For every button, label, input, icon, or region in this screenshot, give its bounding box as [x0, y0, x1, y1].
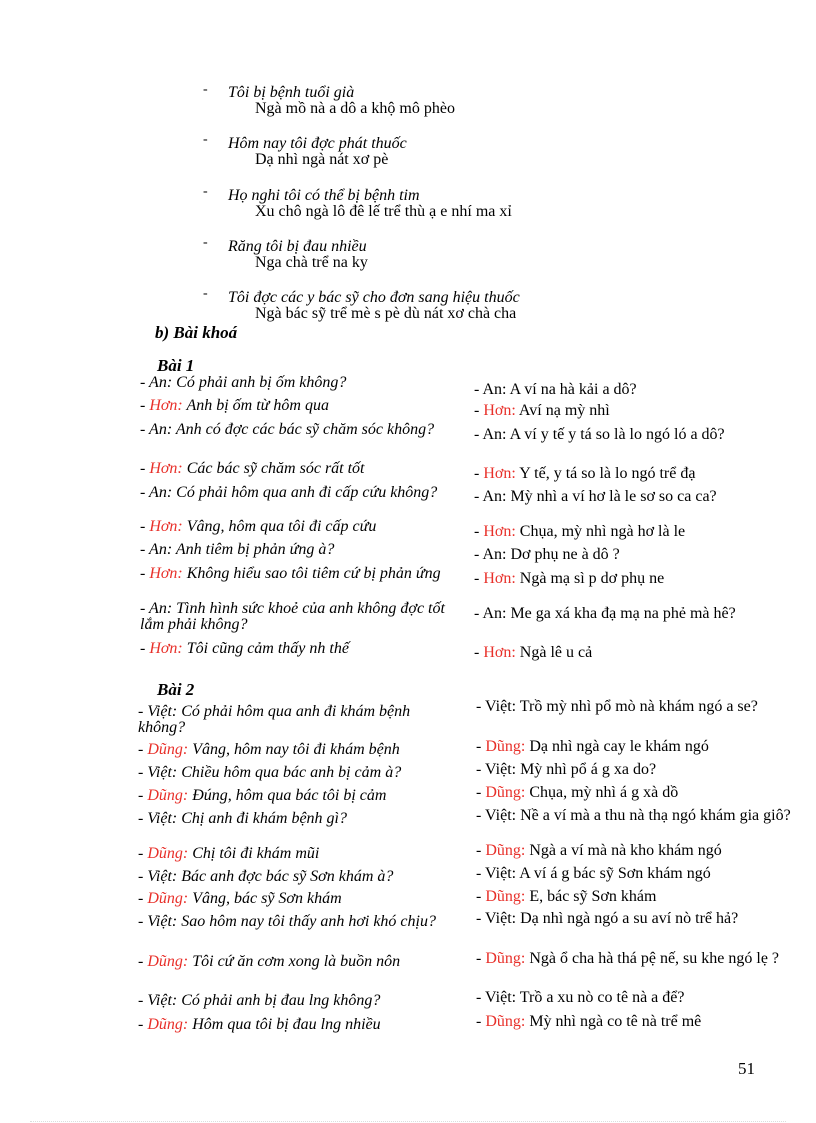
speaker-name: Việt: [147, 764, 178, 781]
speaker-name: Dũng: [147, 953, 189, 970]
dialogue-line: - Hơn: Không hiểu sao tôi tiêm cứ bị phản ứng [140, 565, 441, 582]
dialogue-line: - Dũng: Dạ nhì ngà cay le khám ngó [476, 738, 709, 755]
speaker-name: An: [149, 421, 173, 438]
dialogue-line: - Việt: Chiều hôm qua bác anh bị cảm à? [138, 764, 402, 781]
speaker-name: Hơn: [149, 640, 183, 657]
dialogue-line: - Việt: Bác anh đợc bác sỹ Sơn khám à? [138, 868, 394, 885]
vocab-translation: Ngà bác sỹ trể mè s pè dù nát xơ chà cha [255, 305, 517, 322]
dialogue-line: - Hơn: Ngà lê u cả [474, 644, 593, 661]
dialogue-line: - An: Mỳ nhì a ví hơ là le sơ so ca ca? [474, 488, 717, 505]
dialogue-line: - Hơn: Chụa, mỳ nhì ngà hơ là le [474, 523, 686, 540]
bullet-dash: - [203, 184, 208, 199]
section-heading: b) Bài khoá [155, 323, 238, 342]
speaker-name: Dũng: [485, 842, 526, 859]
dialogue-line: - Dũng: Ngà ổ cha hà thá pệ nế, su khe ngó lẹ ? [476, 950, 780, 967]
dialogue-line: - Dũng: E, bác sỹ Sơn khám [476, 888, 657, 905]
dialogue-line: - An: Me ga xá kha đạ mạ na phẻ mà hê? [474, 605, 736, 622]
dialogue-line: - Hơn: Y tế, y tá so là lo ngó trể đạ [474, 465, 696, 482]
dialogue-line: - Hơn: Vâng, hôm qua tôi đi cấp cứu [140, 518, 377, 535]
bullet-dash: - [203, 286, 208, 301]
dialogue-line: - Dũng: Chụa, mỳ nhì á g xà dồ [476, 784, 679, 801]
speaker-name: Dũng: [485, 738, 526, 755]
lesson-title: Bài 2 [157, 680, 195, 699]
vocab-vietnamese: Răng tôi bị đau nhiều [228, 238, 367, 255]
dialogue-line: - Dũng: Hôm qua tôi bị đau lng nhiều [138, 1016, 381, 1033]
speaker-name: Dũng: [147, 741, 189, 758]
speaker-name: An: [149, 374, 173, 391]
dialogue-line: - Việt: A ví á g bác sỹ Sơn khám ngó [476, 865, 711, 882]
speaker-name: Việt: [147, 992, 178, 1009]
speaker-name: An: [482, 426, 507, 443]
speaker-name: An: [149, 484, 173, 501]
vocab-translation: Dạ nhì ngà nát xơ pè [255, 151, 389, 168]
page-number: 51 [738, 1059, 755, 1078]
speaker-name: Hơn: [149, 397, 183, 414]
dialogue-line: - An: Dơ phụ ne à dô ? [474, 546, 620, 563]
dialogue-line: - An: Có phải hôm qua anh đi cấp cứu không? [140, 484, 438, 501]
speaker-name: Dũng: [147, 787, 189, 804]
speaker-name: Việt: [485, 989, 517, 1006]
vocab-translation: Nga chà trể na ky [255, 254, 368, 271]
dialogue-line: - Hơn: Tôi cũng cảm thấy nh thế [140, 640, 349, 657]
dialogue-line: - Việt: Mỳ nhì pổ á g xa do? [476, 761, 657, 778]
dialogue-line: - An: Tình hình sức khoẻ của anh không đợc tốt lắm phải không? [140, 600, 445, 633]
vocab-vietnamese: Tôi đợc các y bác sỹ cho đơn sang hiệu thuốc [228, 289, 520, 306]
speaker-name: Hơn: [483, 402, 516, 419]
speaker-name: Dũng: [147, 890, 189, 907]
dialogue-line: - Hơn: Anh bị ốm từ hôm qua [140, 397, 329, 414]
speaker-name: Hơn: [483, 465, 516, 482]
speaker-name: Việt: [147, 703, 178, 720]
speaker-name: An: [149, 600, 173, 617]
dialogue-line: - An: Anh tiêm bị phản ứng à? [140, 541, 335, 558]
speaker-name: Việt: [485, 910, 517, 927]
dialogue-line: - An: Anh có đợc các bác sỹ chăm sóc không? [140, 421, 435, 438]
speaker-name: Việt: [147, 868, 178, 885]
speaker-name: An: [482, 605, 507, 622]
speaker-name: Dũng: [147, 1016, 189, 1033]
speaker-name: Hơn: [149, 565, 183, 582]
dialogue-line: - Việt: Chị anh đi khám bệnh gì? [138, 810, 347, 827]
dialogue-line: - Việt: Dạ nhì ngà ngó a su aví nò trể hả? [476, 910, 739, 927]
dialogue-line: - Hơn: Các bác sỹ chăm sóc rất tốt [140, 460, 365, 477]
speaker-name: Việt: [485, 807, 517, 824]
speaker-name: Hơn: [149, 460, 183, 477]
speaker-name: Dũng: [485, 950, 526, 967]
vocab-vietnamese: Tôi bị bệnh tuổi già [228, 84, 355, 101]
vocab-vietnamese: Họ nghi tôi có thể bị bệnh tim [228, 187, 420, 204]
dialogue-line: - Dũng: Vâng, bác sỹ Sơn khám [138, 890, 342, 907]
speaker-name: Việt: [147, 810, 178, 827]
dialogue-line: - Việt: Có phải anh bị đau lng không? [138, 992, 381, 1009]
bullet-dash: - [203, 82, 208, 97]
vocab-vietnamese: Hôm nay tôi đợc phát thuốc [228, 135, 407, 152]
bullet-dash: - [203, 235, 208, 250]
vocab-translation: Ngà mồ nà a dô a khộ mô phèo [255, 100, 455, 117]
speaker-name: Hơn: [483, 644, 516, 661]
lesson-title: Bài 1 [157, 356, 195, 375]
dialogue-line: - Hơn: Aví nạ mỳ nhì [474, 402, 610, 419]
speaker-name: An: [149, 541, 173, 558]
speaker-name: Dũng: [147, 845, 189, 862]
dialogue-line: - Việt: Trồ a xu nò co tê nà a để? [476, 989, 685, 1006]
dialogue-line: - Dũng: Đúng, hôm qua bác tôi bị cảm [138, 787, 387, 804]
dialogue-line: - Dũng: Mỳ nhì ngà co tê nà trể mê [476, 1013, 702, 1030]
speaker-name: An: [482, 546, 507, 563]
speaker-name: An: [482, 488, 507, 505]
speaker-name: Việt: [485, 761, 517, 778]
speaker-name: Dũng: [485, 784, 526, 801]
speaker-name: Việt: [485, 865, 517, 882]
dialogue-line: - Việt: Nề a ví mà a thu nà thạ ngó khám gia giô? [476, 807, 791, 824]
speaker-name: Hơn: [149, 518, 183, 535]
dialogue-line: - Dũng: Ngà a ví mà nà kho khám ngó [476, 842, 722, 859]
dialogue-line: - An: Có phải anh bị ốm không? [140, 374, 347, 391]
speaker-name: Việt: [485, 698, 517, 715]
speaker-name: An: [482, 381, 507, 398]
dialogue-line: - An: A ví y tế y tá so là lo ngó ló a dô? [474, 426, 725, 443]
speaker-name: Việt: [147, 913, 178, 930]
vocab-translation: Xu chô ngà lô đê lế trể thù ạ e nhí ma xỉ [255, 203, 512, 220]
dialogue-line: - Dũng: Vâng, hôm nay tôi đi khám bệnh [138, 741, 400, 758]
dialogue-line: - An: A ví na hà kải a dô? [474, 381, 637, 398]
speaker-name: Hơn: [483, 570, 516, 587]
speaker-name: Dũng: [485, 1013, 526, 1030]
page-divider [30, 1121, 786, 1122]
bullet-dash: - [203, 132, 208, 147]
dialogue-line: - Dũng: Chị tôi đi khám mũi [138, 845, 320, 862]
speaker-name: Hơn: [483, 523, 516, 540]
dialogue-line: - Việt: Có phải hôm qua anh đi khám bệnh không? [138, 703, 411, 736]
speaker-name: Dũng: [485, 888, 526, 905]
dialogue-line: - Việt: Trồ mỳ nhì pổ mò nà khám ngó a se? [476, 698, 758, 715]
dialogue-line: - Dũng: Tôi cứ ăn cơm xong là buồn nôn [138, 953, 401, 970]
dialogue-line: - Việt: Sao hôm nay tôi thấy anh hơi khó chịu? [138, 913, 436, 930]
dialogue-line: - Hơn: Ngà mạ sì p dơ phụ ne [474, 570, 665, 587]
